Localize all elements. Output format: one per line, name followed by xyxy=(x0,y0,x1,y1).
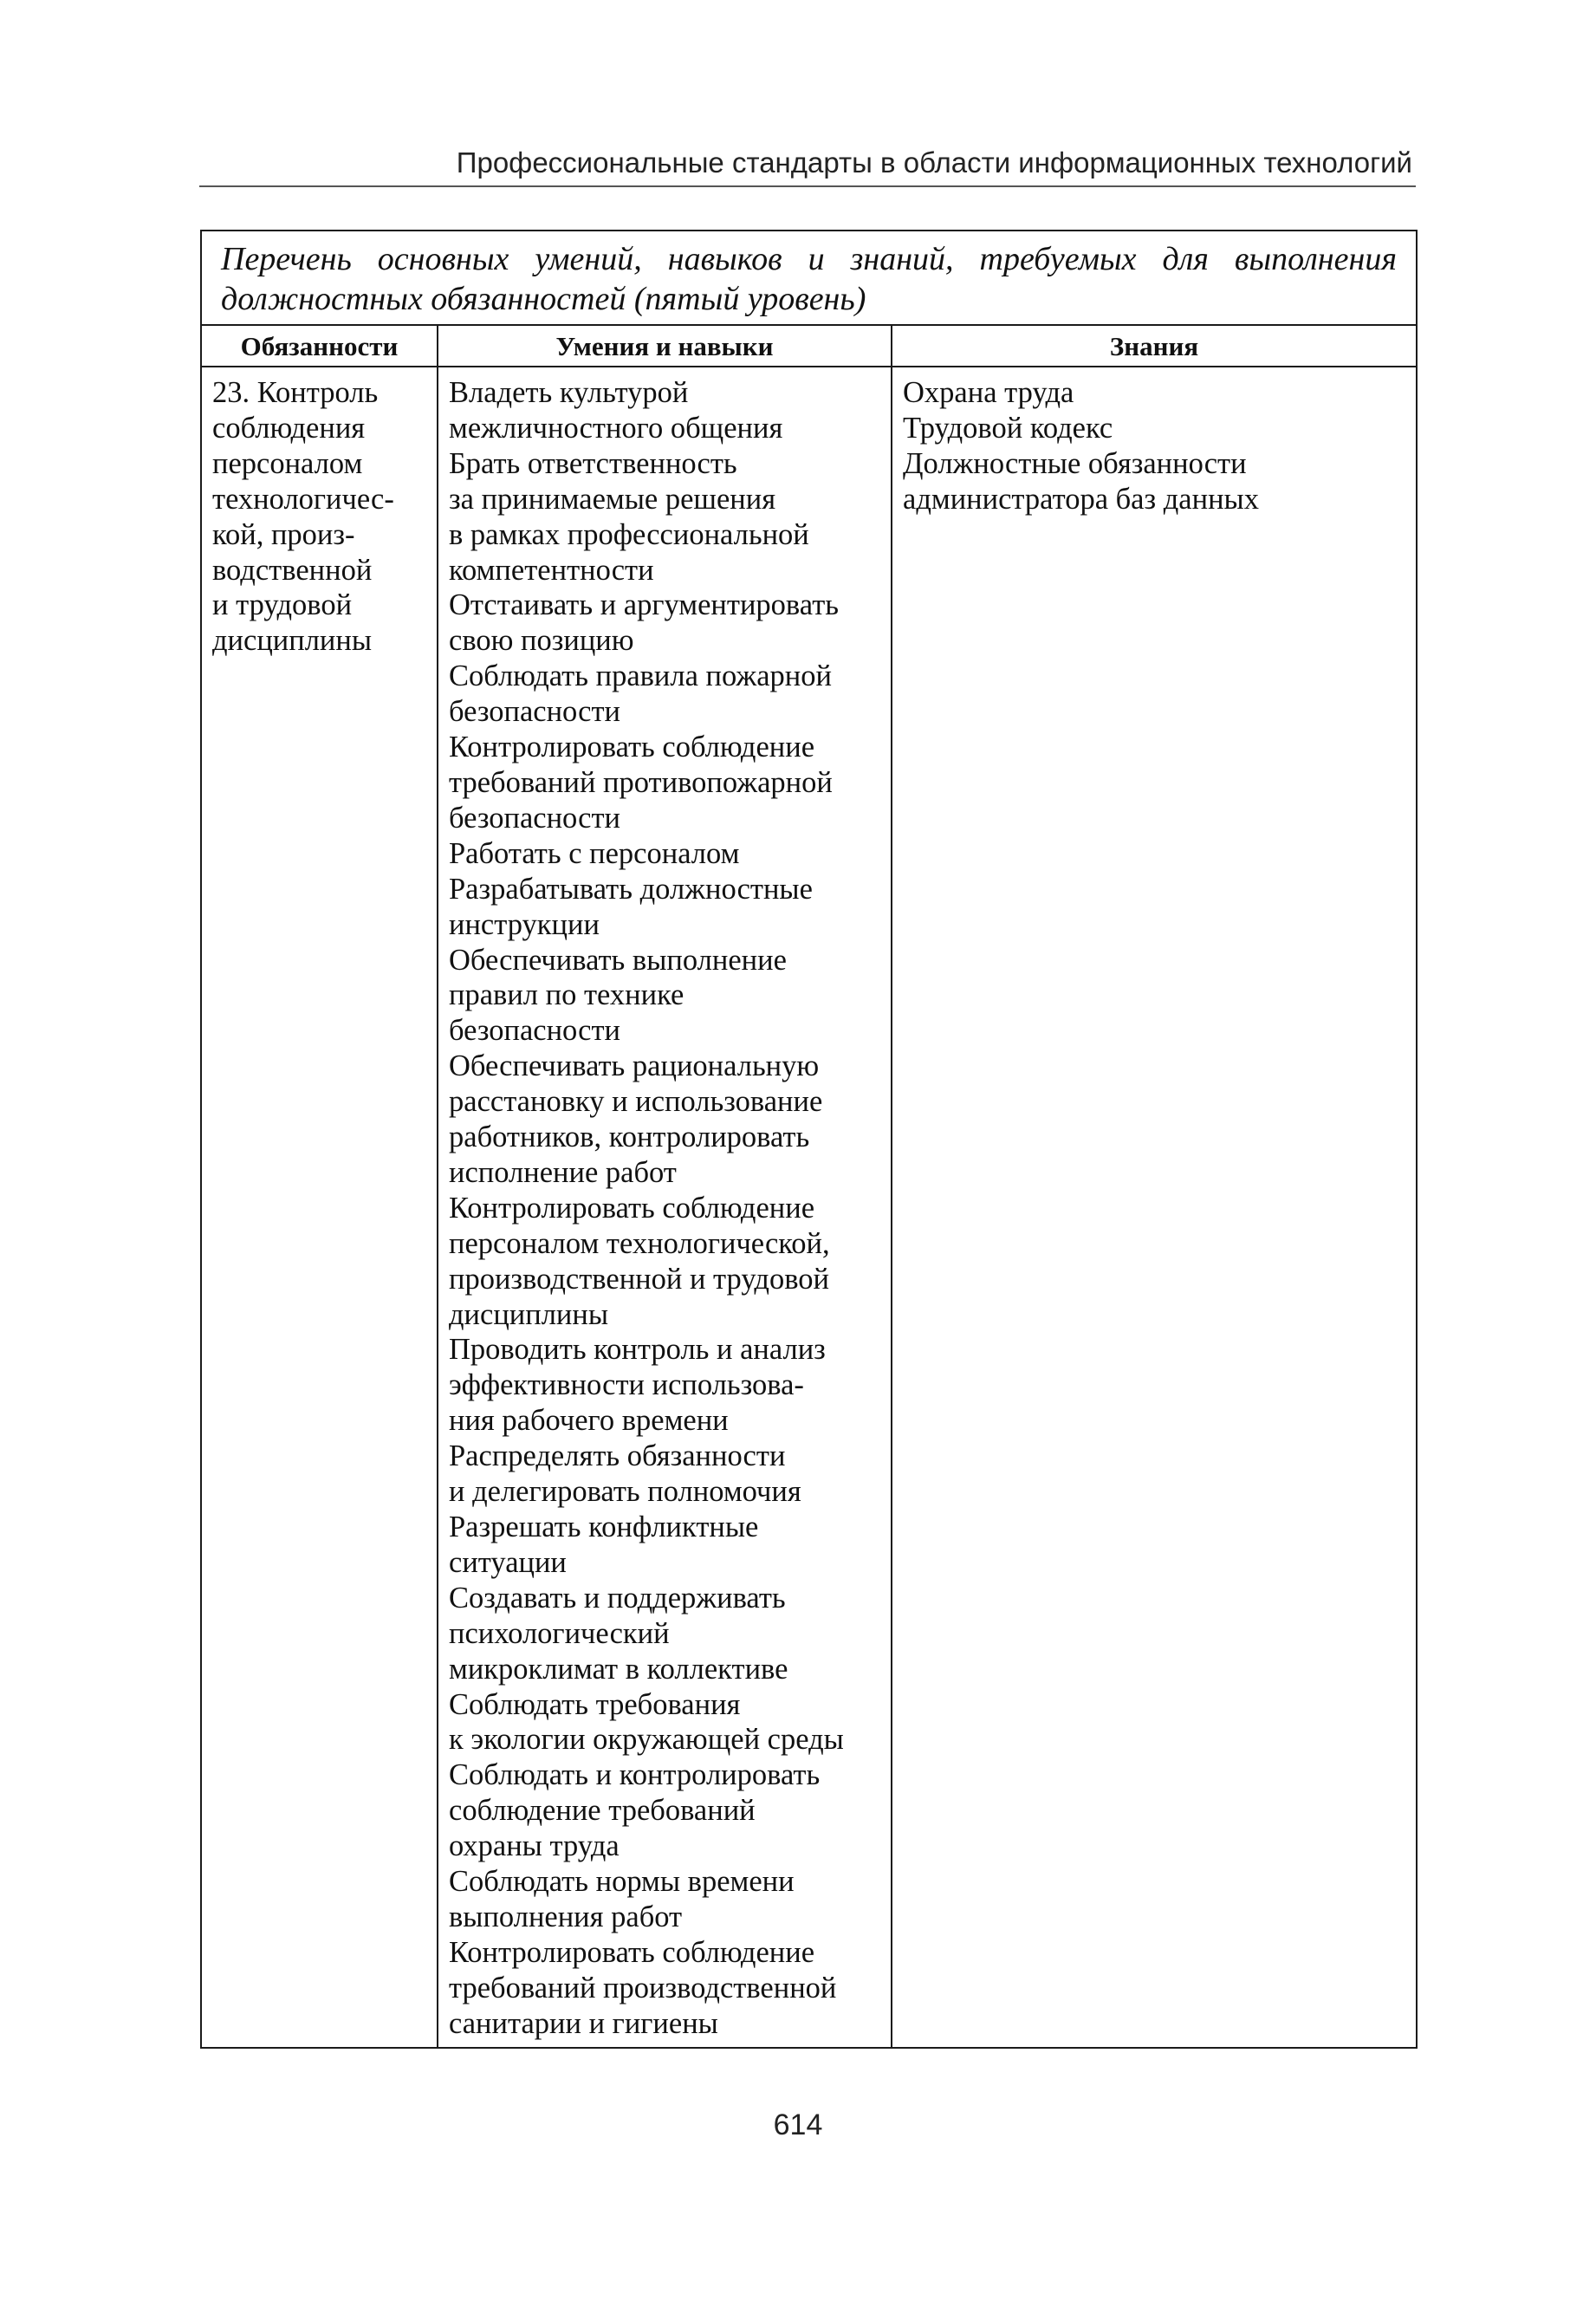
skill-line: Разрабатывать должностные xyxy=(449,872,813,906)
skill-line: безопасности xyxy=(449,695,621,729)
skill-line: Брать ответственность xyxy=(449,446,737,480)
skill-line: персоналом технологической, xyxy=(449,1226,830,1260)
running-header: Профессиональные стандарты в области информационных технологий xyxy=(456,146,1412,179)
table-title: Перечень основных умений, навыков и знаний, требуемых для выполнения должностных обязанностей (пятый уровень) xyxy=(201,231,1417,325)
duties-line: персоналом xyxy=(212,446,363,480)
skill-line: компетентности xyxy=(449,553,654,587)
column-header-skills: Умения и навыки xyxy=(438,325,892,367)
skill-line: Соблюдать требования xyxy=(449,1687,741,1721)
skill-line: в рамках профессиональной xyxy=(449,517,809,551)
skill-line: свою позицию xyxy=(449,624,634,658)
skill-line: Контролировать соблюдение xyxy=(449,731,815,764)
duties-line: водственной xyxy=(212,553,373,587)
duties-line: соблюдения xyxy=(212,411,366,445)
knowledge-line: администратора баз данных xyxy=(903,482,1259,516)
skill-line: требований производственной xyxy=(449,1971,837,2004)
skill-line: к экологии окружающей среды xyxy=(449,1723,844,1757)
knowledge-line: Должностные обязанности xyxy=(903,446,1247,480)
skill-line: ситуации xyxy=(449,1545,567,1579)
duties-line: и трудовой xyxy=(212,588,353,622)
skill-line: выполнения работ xyxy=(449,1900,683,1933)
skill-line: производственной и трудовой xyxy=(449,1262,829,1296)
skill-line: межличностного общения xyxy=(449,411,783,445)
duties-line: дисциплины xyxy=(212,624,373,658)
skill-line: Контролировать соблюдение xyxy=(449,1191,815,1225)
skill-line: Соблюдать нормы времени xyxy=(449,1865,795,1899)
skill-line: расстановку и использование xyxy=(449,1085,823,1119)
skill-line: психологический xyxy=(449,1616,670,1650)
skill-line: микроклимат в коллективе xyxy=(449,1652,788,1686)
skill-line: работников, контролировать xyxy=(449,1121,810,1154)
duties-line: технологичес- xyxy=(212,482,394,516)
skill-line: Обеспечивать рациональную xyxy=(449,1049,820,1083)
column-header-duties: Обязанности xyxy=(201,325,438,367)
skill-line: Соблюдать и контролировать xyxy=(449,1758,821,1792)
knowledge-line: Охрана труда xyxy=(903,376,1074,409)
skill-line: инструкции xyxy=(449,907,600,941)
table-title-row xyxy=(201,231,1417,325)
skill-line: Работать с персоналом xyxy=(449,836,740,870)
skill-line: Соблюдать правила пожарной xyxy=(449,659,832,693)
knowledge-cell xyxy=(892,367,1417,2048)
skill-line: безопасности xyxy=(449,801,621,835)
skill-line: охраны труда xyxy=(449,1829,620,1863)
skill-line: требований противопожарной xyxy=(449,765,833,799)
skill-line: соблюдение требований xyxy=(449,1794,756,1828)
skill-line: Владеть культурой xyxy=(449,376,689,409)
knowledge-line: Трудовой кодекс xyxy=(903,411,1113,445)
skills-table xyxy=(200,230,1418,2049)
skill-line: Обеспечивать выполнение xyxy=(449,943,787,977)
skill-line: за принимаемые решения xyxy=(449,482,776,516)
duties-line: 23. Контроль xyxy=(212,376,379,409)
skill-line: ния рабочего времени xyxy=(449,1404,729,1438)
duties-cell xyxy=(201,367,438,2048)
skill-line: Проводить контроль и анализ xyxy=(449,1333,826,1367)
skill-line: Отстаивать и аргументировать xyxy=(449,588,839,622)
skill-line: исполнение работ xyxy=(449,1155,677,1189)
skills-cell xyxy=(438,367,892,2048)
skill-line: и делегировать полномочия xyxy=(449,1475,801,1509)
skill-line: санитарии и гигиены xyxy=(449,2006,718,2040)
skill-line: Контролировать соблюдение xyxy=(449,1935,815,1969)
skill-line: дисциплины xyxy=(449,1297,609,1331)
header-rule xyxy=(199,185,1416,187)
skill-line: безопасности xyxy=(449,1014,621,1048)
page-number: 614 xyxy=(773,2108,823,2141)
skill-line: Разрешать конфликтные xyxy=(449,1511,759,1543)
table-header-row xyxy=(201,325,1417,367)
table-row xyxy=(201,367,1417,2048)
skill-line: Создавать и поддерживать xyxy=(449,1581,786,1615)
duties-line: кой, произ- xyxy=(212,517,355,551)
skill-line: эффективности использова- xyxy=(449,1368,804,1402)
column-header-knowledge: Знания xyxy=(892,325,1417,367)
skill-line: Распределять обязанности xyxy=(449,1439,786,1473)
skill-line: правил по технике xyxy=(449,978,684,1012)
